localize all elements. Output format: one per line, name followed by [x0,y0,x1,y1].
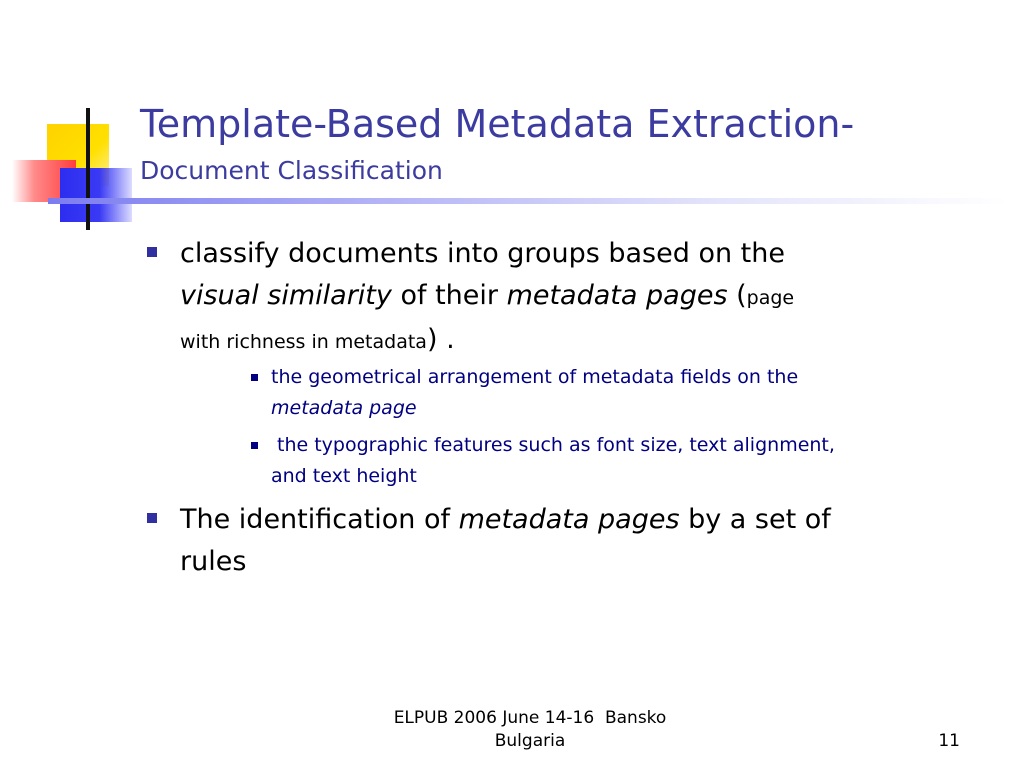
bullet-text-small: with richness in metadata [180,331,427,353]
bullet-text: of their [391,280,507,311]
bullet-item [180,233,900,363]
bullet-text: ) . [426,324,455,355]
bullet-item [180,499,900,583]
footer-line-1: ELPUB 2006 June 14-16 Bansko [393,708,667,728]
bullet-square-icon [147,513,157,523]
bullet-text: ( [727,280,747,311]
bullet-text: rules [180,546,247,577]
sub-bullet-text: and text height [271,465,417,487]
footer-line-2: Bulgaria [494,731,566,751]
sub-bullet-text: such as font size, text alignment, [518,434,835,456]
sub-bullet-square-icon [251,374,258,381]
sub-bullet-item [271,362,901,424]
slide-subtitle: Document Classification [140,156,443,185]
bullet-text: The identification of [180,504,459,535]
emphasis-metadata-pages: metadata pages [506,280,728,311]
emphasis-metadata-pages: metadata pages [458,504,680,535]
sub-bullet-lead: the typographic features [277,434,513,456]
bullet-text: by a set of [679,504,831,535]
emphasis-visual-similarity: visual similarity [180,280,392,311]
bullet-text-small: page [746,287,795,309]
slide-title: Template-Based Metadata Extraction- [140,102,855,146]
slide-footer [380,707,680,753]
sub-bullet-item [271,430,901,492]
sub-bullet-square-icon [251,442,258,449]
bullet-text: classify documents into groups based on the [180,238,785,269]
bullet-square-icon [147,247,157,257]
emphasis-metadata-page: metadata page [271,397,417,419]
sub-bullet-text: the geometrical arrangement of metadata fields on the [271,366,799,388]
page-number: 11 [938,731,960,751]
